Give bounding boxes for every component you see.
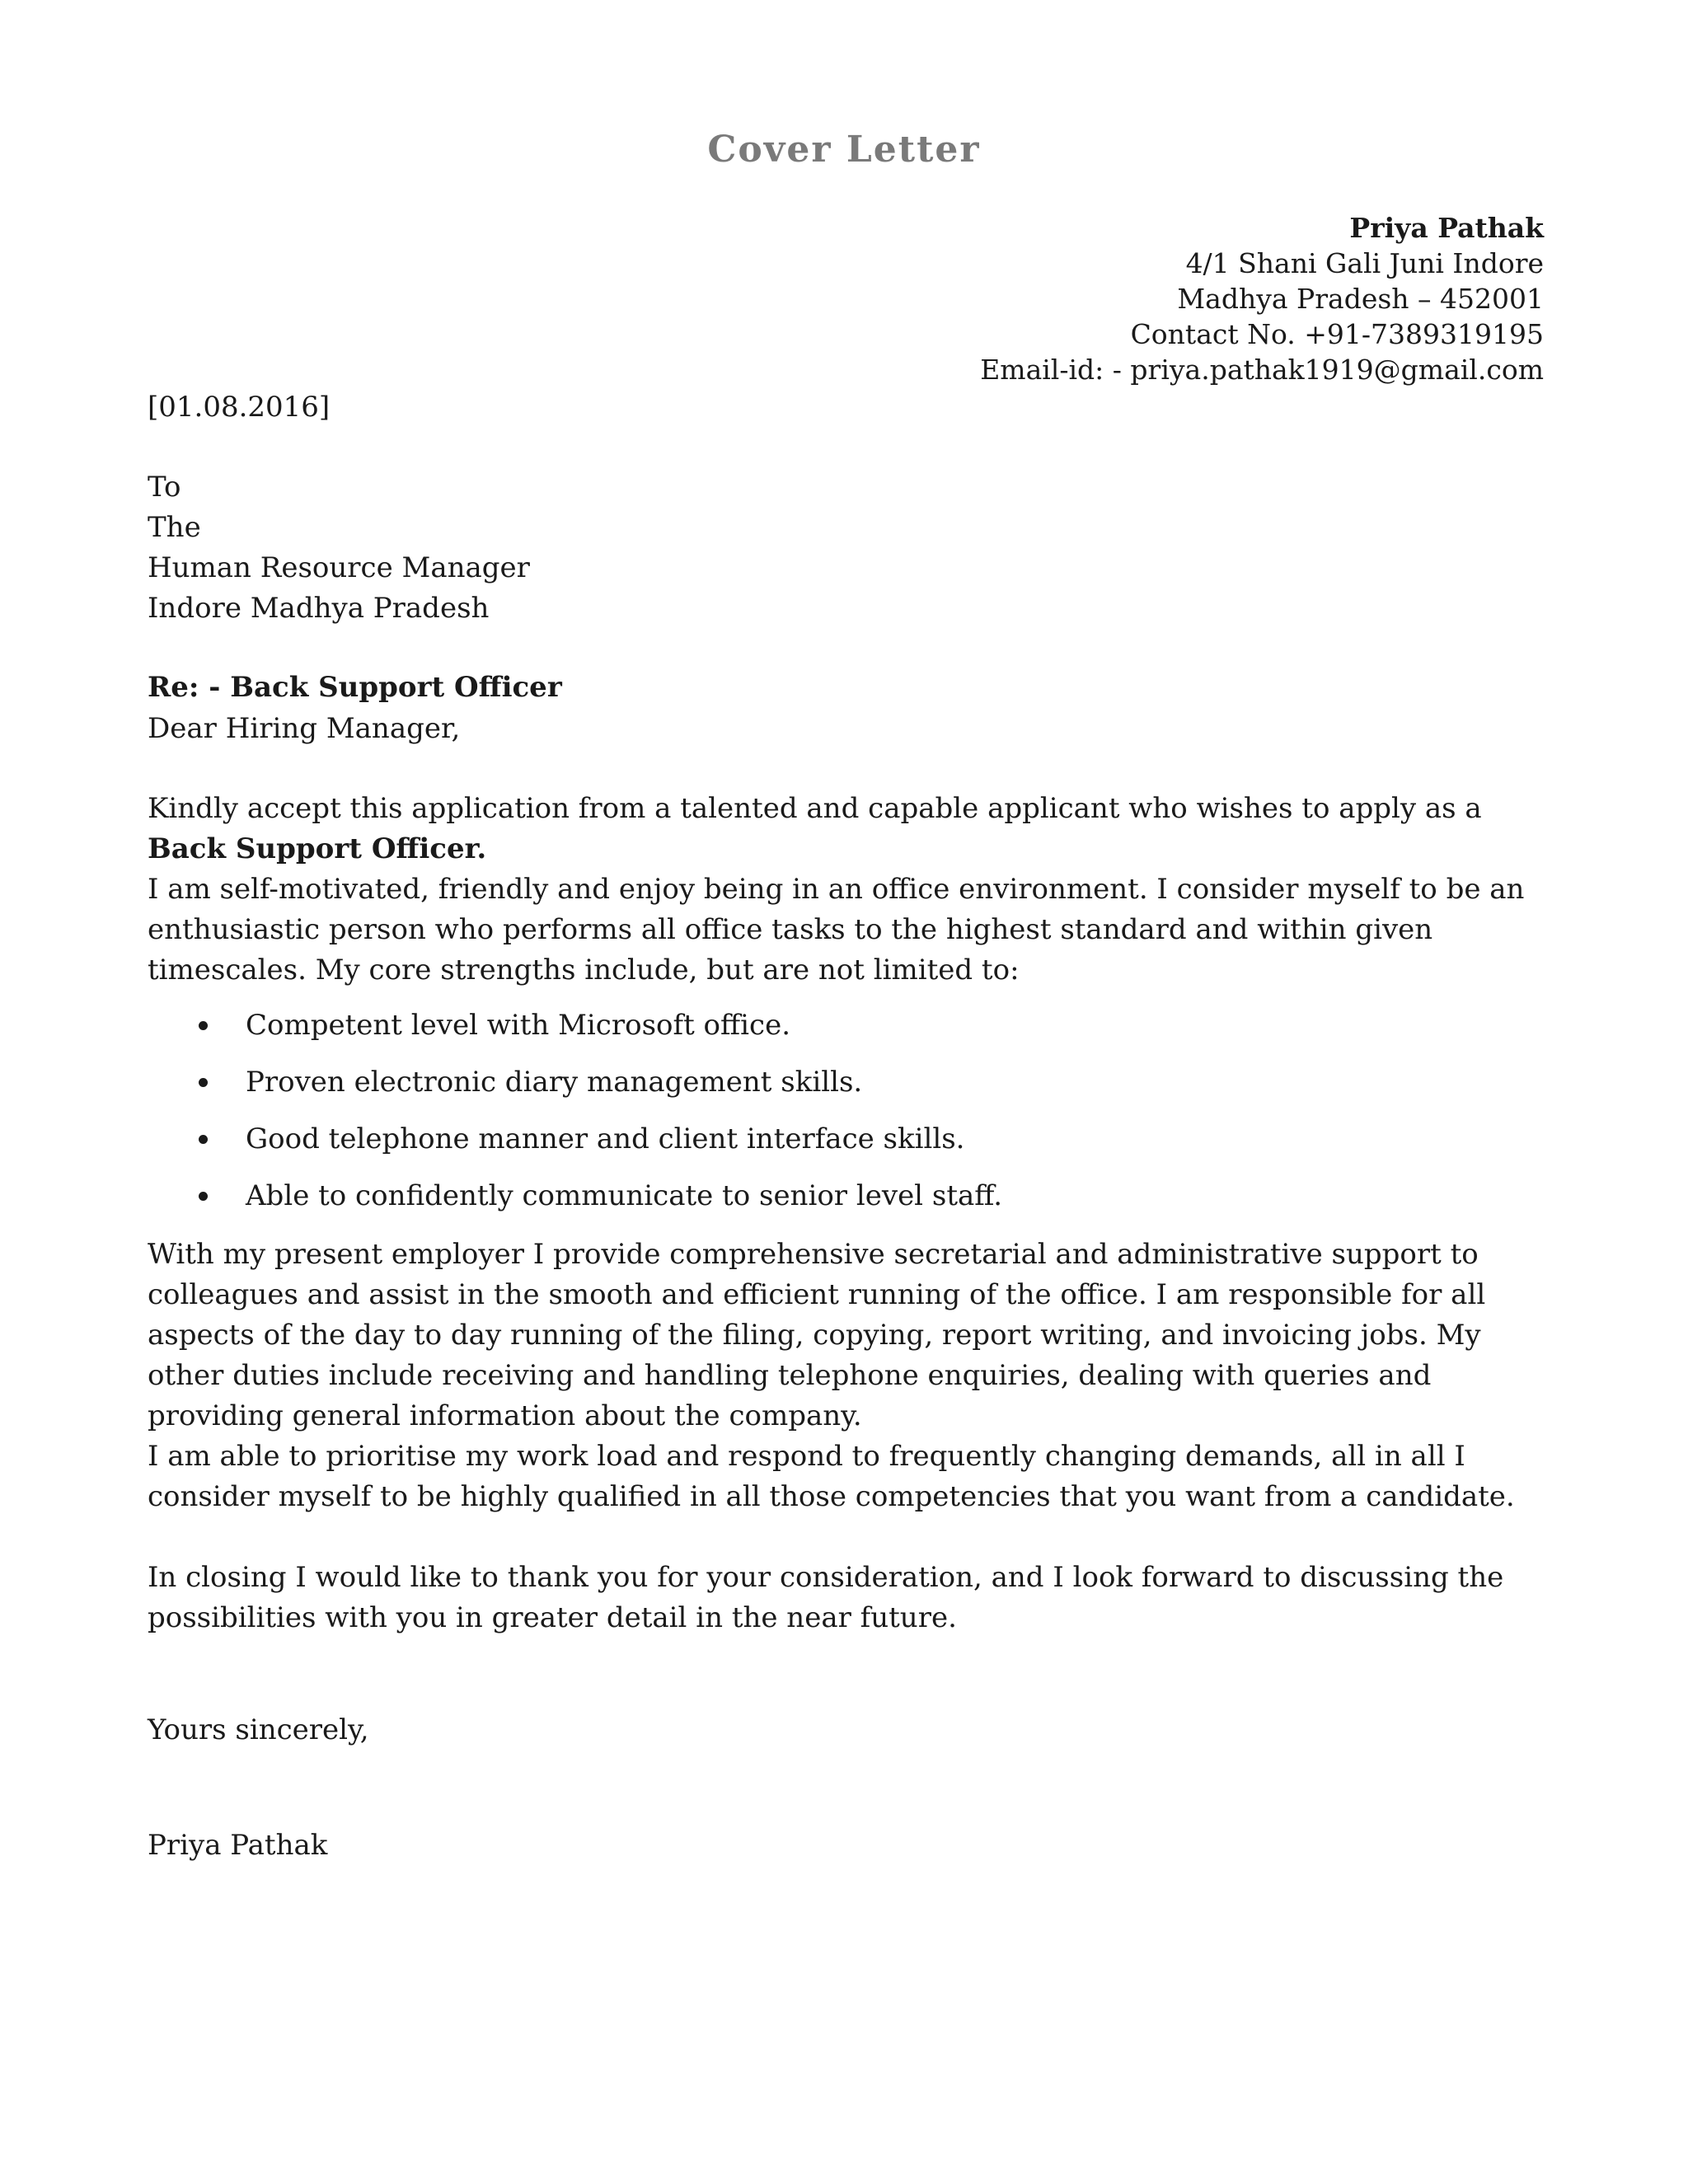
signature-name: Priya Pathak [148, 1829, 328, 1862]
subject-line: Re: - Back Support Officer [148, 671, 562, 704]
sender-contact: Contact No. +91-7389319195 [1130, 318, 1544, 350]
list-item-text: Able to confidently communicate to senior level staff. [246, 1179, 1002, 1212]
list-item [148, 1119, 1549, 1176]
list-item-text: Proven electronic diary management skills. [246, 1066, 863, 1099]
valediction: Yours sincerely, [148, 1713, 369, 1746]
list-item-text: Competent level with Microsoft office. [246, 1009, 791, 1042]
recipient-title: Human Resource Manager [148, 551, 530, 584]
bullet-icon [199, 1021, 208, 1030]
strengths-paragraph: I am self-motivated, friendly and enjoy being in an office environment. I consider myself to be an enthusiastic person who performs all office tasks to the highest standard and within given timescales. My core strengths include, but are not limited to: [148, 873, 1525, 987]
bullet-icon [199, 1192, 208, 1201]
sender-email: Email-id: - priya.pathak1919@gmail.com [980, 354, 1544, 386]
sender-address-line1: 4/1 Shani Gali Juni Indore [1185, 247, 1544, 279]
intro-paragraph [148, 789, 1549, 869]
list-item [148, 1005, 1549, 1062]
recipient-block [148, 467, 1549, 629]
list-item-text: Good telephone manner and client interface skills. [246, 1122, 965, 1155]
list-item [148, 1062, 1549, 1119]
recipient-location: Indore Madhya Pradesh [148, 592, 490, 625]
strengths-list [148, 1005, 1549, 1233]
bullet-icon [199, 1135, 208, 1144]
closing-paragraph: In closing I would like to thank you for your consideration, and I look forward to discussing the possibilities with you in greater detail in the near future. [148, 1561, 1504, 1634]
sender-block [980, 210, 1544, 387]
qualification-paragraph: I am able to prioritise my work load and respond to frequently changing demands, all in all I consider myself to be highly qualified in all those competencies that you want from a candidate. [148, 1440, 1515, 1513]
recipient-line-the: The [148, 511, 201, 544]
sender-address-line2: Madhya Pradesh – 452001 [1177, 283, 1544, 315]
experience-paragraph: With my present employer I provide comprehensive secretarial and administrative support to colleagues and assist in the smooth and efficient running of the office. I am responsible for all aspects of the day to day running of the filing, copying, report writing, and invoicing jobs. My other duties include receiving and handling telephone enquiries, dealing with queries and providing general information about the company. [148, 1238, 1486, 1432]
document-title: Cover Letter [707, 129, 981, 171]
bullet-icon [199, 1078, 208, 1087]
salutation: Dear Hiring Manager, [148, 712, 461, 745]
recipient-line-to: To [148, 471, 181, 504]
intro-position: Back Support Officer. [148, 832, 487, 865]
letter-date: [01.08.2016] [148, 391, 331, 424]
sender-name: Priya Pathak [1349, 212, 1544, 244]
list-item [148, 1176, 1549, 1233]
intro-text: Kindly accept this application from a talented and capable applicant who wishes to apply as a [148, 792, 1482, 825]
